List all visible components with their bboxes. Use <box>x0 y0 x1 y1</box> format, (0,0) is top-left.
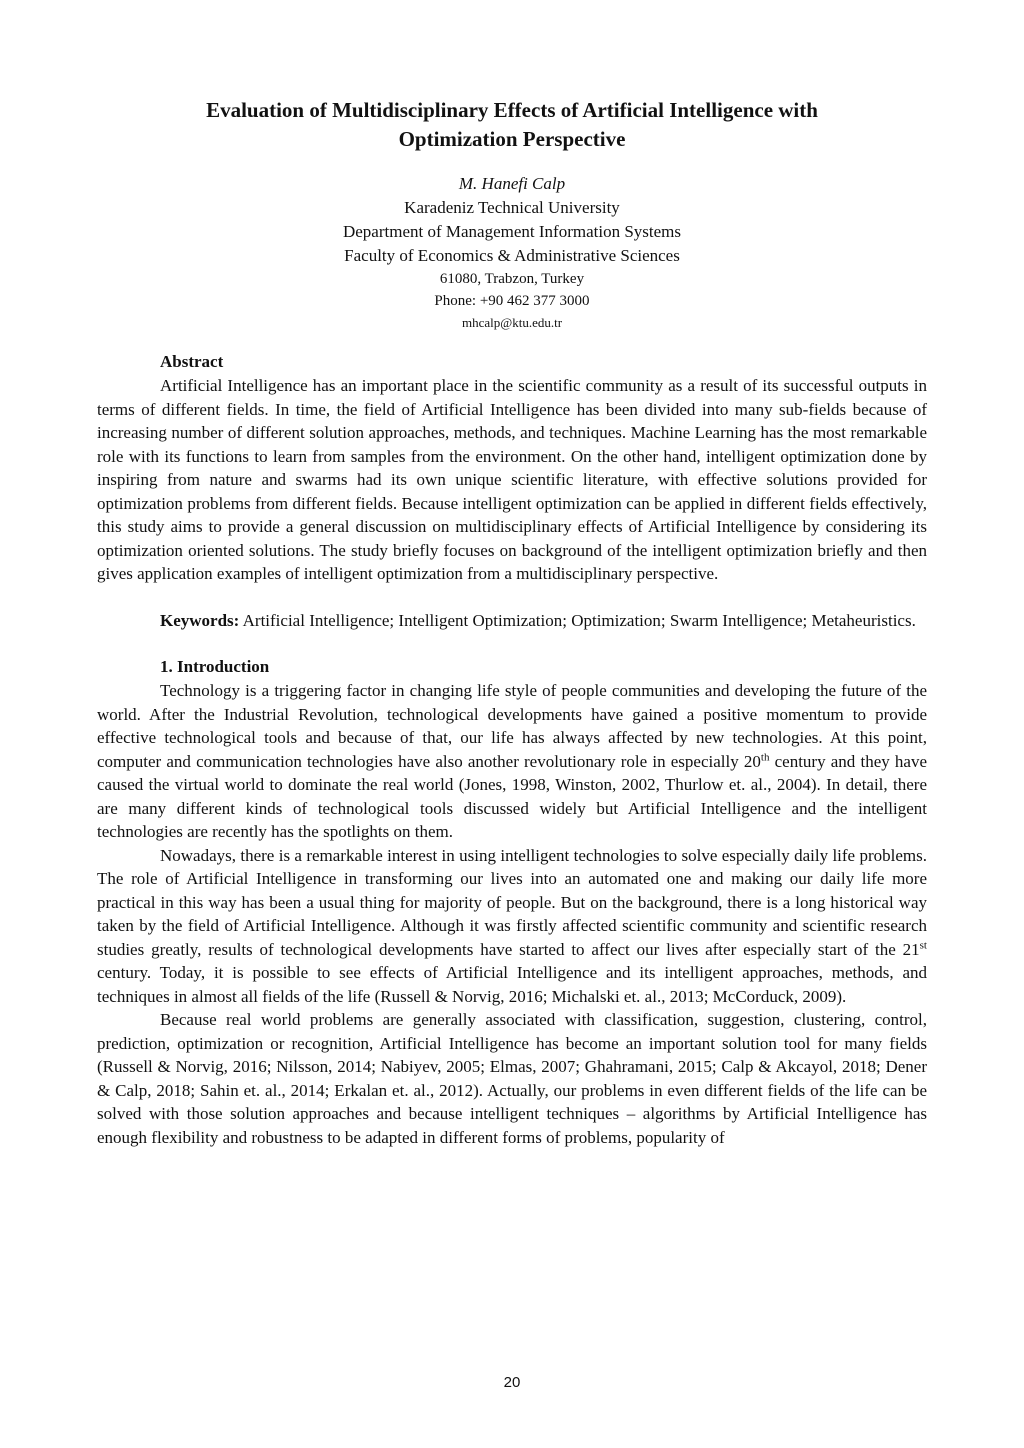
intro-p2-superscript: st <box>919 938 927 951</box>
intro-p2-text-b: century. Today, it is possible to see effects of Artificial Intelligence and its intelligent approaches, methods, and techniques in almost all fields of the life (Russell & Norvig, 2016; Michalski et. al., 2013; McCorduck, 2009). <box>97 963 927 1006</box>
author-block <box>97 172 927 334</box>
author-name: M. Hanefi Calp <box>458 174 566 193</box>
intro-p1-superscript: th <box>760 750 770 763</box>
title-line-1: Evaluation of Multidisciplinary Effects of Artificial Intelligence with <box>206 98 818 122</box>
intro-p1-text-a: Technology is a triggering factor in changing life style of people communities and developing the future of the world. After the Industrial Revolution, technological developments have gained a positive momentum to provide effective technological tools and because of that, our life has always affected by new technologies. At this point, computer and communication technologies have also another revolutionary role in especially 20 <box>97 681 927 771</box>
abstract-heading: Abstract <box>160 352 224 371</box>
author-university: Karadeniz Technical University <box>404 198 620 217</box>
abstract-text: Artificial Intelligence has an important place in the scientific community as a result of its successful outputs in terms of different fields. In time, the field of Artificial Intelligence has been divided into many sub-fields because of increasing number of different solution approaches, methods, and techniques. Machine Learning has the most remarkable role with its functions to learn from samples from the environment. On the other hand, intelligent optimization done by inspiring from nature and swarms had its own unique scientific literature, with effective solutions provided for optimization problems from different fields. Because intelligent optimization can be applied in different fields effectively, this study aims to provide a general discussion on multidisciplinary effects of Artificial Intelligence by considering its optimization oriented solutions. The study briefly focuses on background of the intelligent optimization briefly and then gives application examples of intelligent optimization from a multidisciplinary perspective. <box>97 376 927 583</box>
page-number: 20 <box>503 1374 521 1391</box>
paper-page <box>97 0 927 1448</box>
paper-title <box>97 96 927 154</box>
author-email: mhcalp@ktu.edu.tr <box>461 315 563 330</box>
intro-p2-text-a: Nowadays, there is a remarkable interest in using intelligent technologies to solve especially daily life problems. The role of Artificial Intelligence in transforming our lives into an automated one and making our daily life more practical in this way has been a usual thing for majority of people. But on the background, there is a long historical way taken by the field of Artificial Intelligence. Although it was firstly affected scientific community and scientific research studies greatly, results of technological developments have started to affect our lives after especially start of the 21 <box>97 845 927 959</box>
author-department: Department of Management Information Systems <box>342 222 682 241</box>
intro-p1-text-b: century and they have caused the virtual world to dominate the real world (Jones, 1998, Winston, 2002, Thurlow et. al., 2004). In detail, there are many different kinds of technological tools discussed widely but Artificial Intelligence and the intelligent technologies are recently has the spotlights on them. <box>97 751 927 841</box>
author-phone: Phone: +90 462 377 3000 <box>434 293 590 309</box>
keywords-text: Artificial Intelligence; Intelligent Optimization; Optimization; Swarm Intelligence; Metaheuristics. <box>239 610 916 630</box>
author-faculty: Faculty of Economics & Administrative Sciences <box>344 246 680 265</box>
paper-body <box>97 350 927 1149</box>
keywords <box>97 609 927 633</box>
keywords-label: Keywords: <box>160 610 240 630</box>
intro-paragraph-3: Because real world problems are generally associated with classification, suggestion, clustering, control, prediction, optimization or recognition, Artificial Intelligence has become an important solution tool for many fields (Russell & Norvig, 2016; Nilsson, 2014; Nabiyev, 2005; Elmas, 2007; Ghahramani, 2015; Calp & Akcayol, 2018; Dener & Calp, 2018; Sahin et. al., 2014; Erkalan et. al., 2012). Actually, our problems in even different fields of the life can be solved with those solution approaches and because intelligent techniques – algorithms by Artificial Intelligence has enough flexibility and robustness to be adapted in different forms of problems, popularity of <box>97 1010 927 1147</box>
intro-paragraph-1 <box>97 679 927 844</box>
intro-paragraph-2 <box>97 844 927 1009</box>
introduction-heading: 1. Introduction <box>160 657 270 676</box>
title-line-2: Optimization Perspective <box>398 127 626 151</box>
author-city: 61080, Trabzon, Turkey <box>439 271 585 287</box>
